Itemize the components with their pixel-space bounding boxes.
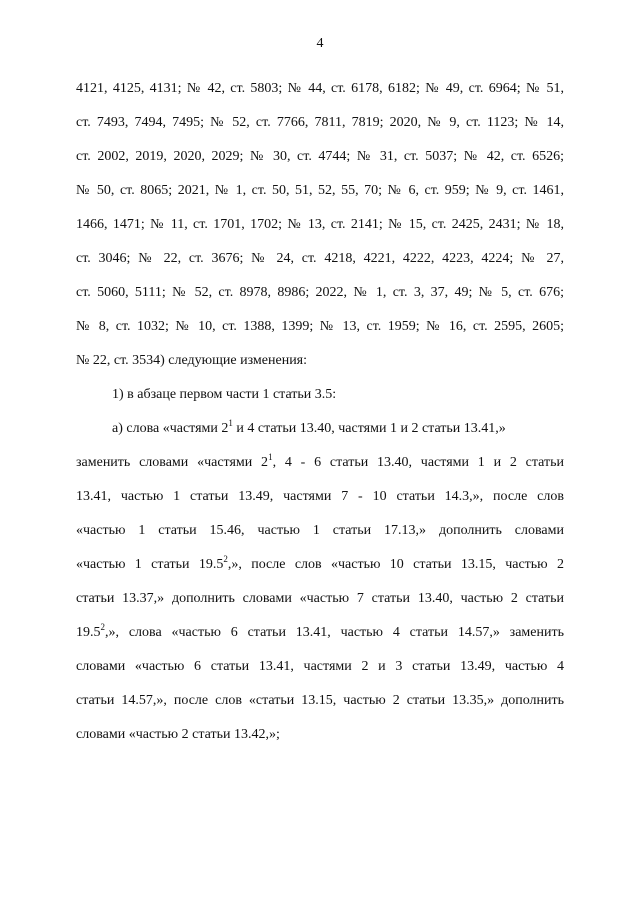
text-segment: и 4 статьи 13.40, частями 1 и 2 статьи 13.41,»: [232, 421, 506, 436]
text-line: [76, 446, 564, 480]
text-line: № 22, ст. 3534) следующие изменения:: [76, 353, 308, 368]
text-line: [76, 548, 564, 582]
text-line: 4121, 4125, 4131; № 42, ст. 5803; № 44, ст. 6178, 6182; № 49, ст. 6964; № 51,: [76, 81, 564, 96]
superscript: 2: [223, 554, 228, 564]
text-line: 13.41, частью 1 статьи 13.49, частями 7 - 10 статьи 14.3,», после слов: [76, 489, 564, 504]
text-line: словами «частью 2 статьи 13.42,»;: [76, 727, 280, 742]
body-text: [76, 72, 564, 752]
text-segment: ,», слова «частью 6 статьи 13.41, частью 4 статьи 14.57,» заменить: [105, 625, 564, 640]
text-line: 1466, 1471; № 11, ст. 1701, 1702; № 13, ст. 2141; № 15, ст. 2425, 2431; № 18,: [76, 217, 564, 232]
text-line: [76, 616, 564, 650]
text-segment: «частью 1 статьи 19.5: [76, 557, 224, 572]
text-line: статьи 13.37,» дополнить словами «частью 7 статьи 13.40, частью 2 статьи: [76, 591, 564, 606]
text-line: «частью 1 статьи 15.46, частью 1 статьи 17.13,» дополнить словами: [76, 523, 564, 538]
text-segment: ,», после слов «частью 10 статьи 13.15, частью 2: [227, 557, 564, 572]
text-line: № 8, ст. 1032; № 10, ст. 1388, 1399; № 13, ст. 1959; № 16, ст. 2595, 2605;: [76, 319, 564, 334]
text-line: ст. 5060, 5111; № 52, ст. 8978, 8986; 2022, № 1, ст. 3, 37, 49; № 5, ст. 676;: [76, 285, 564, 300]
text-line: № 50, ст. 8065; 2021, № 1, ст. 50, 51, 52, 55, 70; № 6, ст. 959; № 9, ст. 1461,: [76, 183, 564, 198]
text-line: статьи 14.57,», после слов «статьи 13.15, частью 2 статьи 13.35,» дополнить: [76, 693, 564, 708]
superscript: 1: [228, 418, 233, 428]
page-number: 4: [316, 36, 324, 51]
superscript: 2: [100, 622, 105, 632]
text-segment: заменить словами «частями 2: [76, 455, 269, 470]
text-line: ст. 3046; № 22, ст. 3676; № 24, ст. 4218, 4221, 4222, 4223, 4224; № 27,: [76, 251, 564, 266]
list-item-heading: 1) в абзаце первом части 1 статьи 3.5:: [112, 387, 337, 402]
text-segment: а) слова «частями 2: [112, 421, 229, 436]
superscript: 1: [268, 452, 273, 462]
text-segment: , 4 - 6 статьи 13.40, частями 1 и 2 статьи: [272, 455, 564, 470]
text-line: [76, 412, 564, 446]
text-line: словами «частью 6 статьи 13.41, частями 2 и 3 статьи 13.49, частью 4: [76, 659, 564, 674]
text-segment: 19.5: [76, 625, 101, 640]
text-line: ст. 7493, 7494, 7495; № 52, ст. 7766, 7811, 7819; 2020, № 9, ст. 1123; № 14,: [76, 115, 564, 130]
text-line: ст. 2002, 2019, 2020, 2029; № 30, ст. 4744; № 31, ст. 5037; № 42, ст. 6526;: [76, 149, 564, 164]
